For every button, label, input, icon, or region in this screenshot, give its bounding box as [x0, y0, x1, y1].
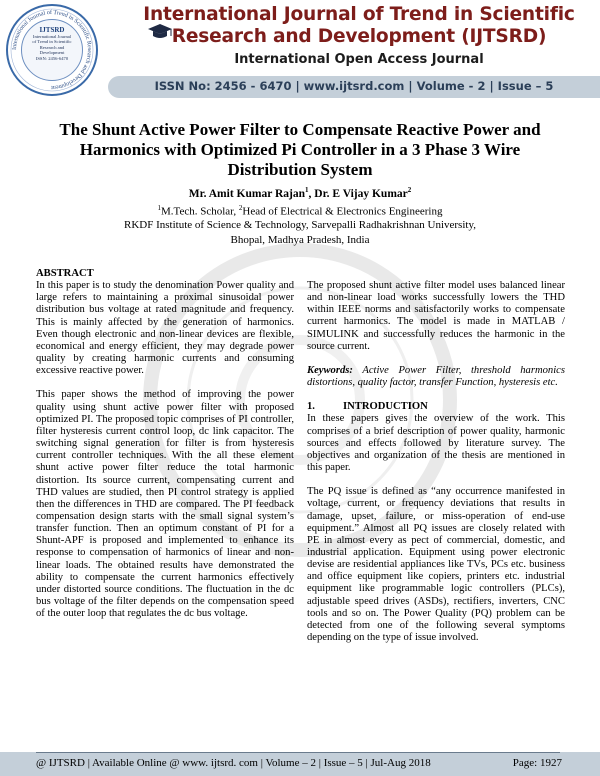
section-heading-introduction	[307, 401, 565, 413]
issn-bar	[108, 76, 600, 98]
author-1: Mr. Amit Kumar Rajan	[188, 187, 306, 200]
author-2-sup: 2	[407, 186, 412, 194]
affiliation-line2: RKDF Institute of Science & Technology, Sarvepalli Radhakrishnan University,	[124, 219, 476, 231]
intro-paragraph-2: The PQ issue is defined as “any occurrence manifested in voltage, current, or frequency deviations that results in damage, upset, failure, or miss-operation of end-use equipment.” Almost all PQ issues are closely related with PE in almost every as pect of commercial, domestic, and industrial application. Equipment using power electronic devise are residential appliances like TVs, PCs etc. business and office equipment like copiers, printers etc. industrial equipment like programmable logic controllers (PLCs), adjustable speed drives (ASDs), rectifiers, inverters, CNC tools and so on. The Power Quality (PQ) problem can be detected from one of the following several symptoms depending on the type of issue involved.	[307, 486, 565, 644]
paper-title	[20, 120, 580, 180]
footer-bar	[0, 752, 600, 776]
journal-logo	[6, 4, 98, 96]
logo-line3: of Trend in Scientific	[32, 39, 72, 45]
page-number: Page: 1927	[512, 757, 562, 769]
affiliation-line1	[20, 204, 580, 218]
paper-title-line1: The Shunt Active Power Filter to Compensate Reactive Power and	[59, 120, 541, 139]
aff2-text: Head of Electrical & Electronics Engineering	[242, 205, 443, 218]
aff1-text: M.Tech. Scholar,	[161, 205, 239, 218]
journal-title	[124, 4, 594, 48]
keywords-text: Active Power Filter, threshold harmonics distortions, quality factor, transfer Function, hysteresis etc.	[307, 364, 565, 389]
abstract-paragraph-2: This paper shows the method of improving the power quality using shunt active power filter with proposed optimized PI. The proposed topic comprises of PI controller, filter hysteresis current control loop, dc link capacitor. The switching signal generation for filter is from hysteresis current controller techniques. With the all these element shunt active power filter reduce the total harmonic distortion. Its source current, compensating current and THD values are studied, then PI control strategy is applied then the differences in THD are compared. The PI feedback compensation design starts with the small signal system’s transfer function. Then an optimum constant of PI for a Shunt-APF is proposed and implemented to enhance its response to compensation of harmonics of linear and non-linear loads. The obtained results have demonstrated the ability to compensate the current harmonics effectively under distorted source conditions. The fluctuation in the dc bus voltage of the filter depends on the compensation speed of the outer loop that regulates the dc bus voltage.	[36, 389, 294, 620]
affiliation-line3: Bhopal, Madhya Pradesh, India	[230, 234, 370, 246]
abstract-paragraph-3: The proposed shunt active filter model uses balanced linear and non-linear load works successfully lowers the THD within IEEE norms and satisfactorily works to compensate current harmonics. The model is made in MATLAB / SIMULINK and successfully reduces the harmonic in the source current.	[307, 280, 565, 352]
paper-title-line3: Distribution System	[227, 160, 373, 179]
left-column	[36, 268, 294, 620]
logo-line4: Research and	[39, 44, 65, 50]
aff2-sup: 2	[238, 204, 243, 212]
open-access-label: International Open Access Journal	[234, 52, 484, 67]
journal-title-line1: International Journal of Trend in Scientific	[143, 4, 575, 25]
section-number: 1.	[307, 401, 315, 413]
author-2: Dr. E Vijay Kumar	[314, 187, 408, 200]
footer-citation: @ IJTSRD | Available Online @ www. ijtsrd. com | Volume – 2 | Issue – 5 | Jul-Aug 2018	[36, 757, 431, 769]
logo-issn: ISSN: 2456-6470	[35, 55, 69, 61]
authors	[20, 186, 580, 200]
abstract-heading: ABSTRACT	[36, 268, 94, 279]
section-title: INTRODUCTION	[343, 401, 428, 413]
intro-paragraph-1: In these papers gives the overview of the work. This comprises of a brief description of power quality, harmonic sources and effects followed by literature survey. The objectives and organization of the thesis are mentioned in this paper.	[307, 413, 565, 474]
aff1-sup: 1	[157, 204, 161, 212]
logo-acronym: IJTSRD	[39, 26, 65, 34]
logo-text	[25, 26, 79, 61]
keywords-label: Keywords:	[307, 364, 353, 376]
logo-line5: Development	[39, 50, 65, 56]
footer-divider	[36, 752, 560, 753]
logo-line2: International Journal	[32, 34, 72, 39]
issn-line: ISSN No: 2456 - 6470 | www.ijtsrd.com | Volume - 2 | Issue – 5	[154, 79, 554, 93]
keywords	[307, 365, 565, 389]
paper-title-line2: Harmonics with Optimized Pi Controller in a 3 Phase 3 Wire	[79, 140, 521, 159]
logo-ring-text: International Journal of Trend in Scientific Research and Development	[11, 9, 93, 91]
author-separator: ,	[308, 187, 315, 200]
abstract-paragraph-1: In this paper is to study the denomination Power quality and large refers to maintaining a proximal sinusoidal power distribution bus voltage at rated magnitude and frequency. This is mainly affected by the generation of harmonics. Even though electronic and non-linear devices are flexible, economical and energy efficient, they may degrade power quality by creating harmonic currents and consuming excessive reactive power.	[36, 280, 294, 377]
journal-title-line2: Research and Development (IJTSRD)	[171, 26, 547, 47]
author-1-sup: 1	[305, 186, 309, 194]
right-column	[307, 268, 565, 644]
